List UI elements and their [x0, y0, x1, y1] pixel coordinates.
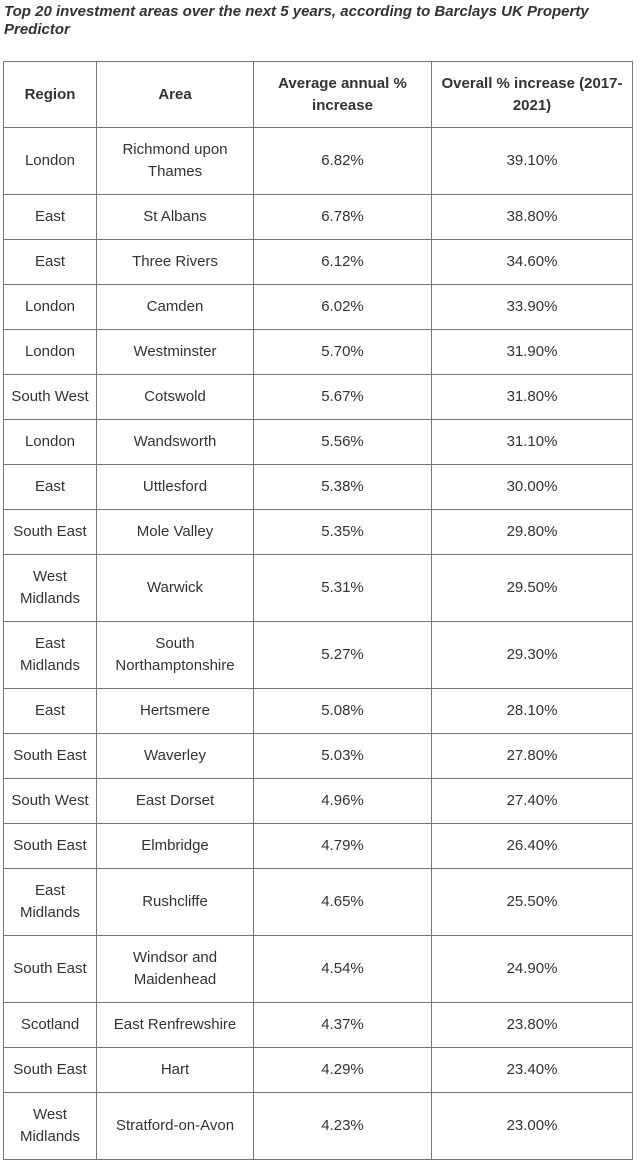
cell-area: Hertsmere [97, 689, 254, 734]
cell-overall-increase: 29.30% [432, 622, 633, 689]
cell-region: East [4, 195, 97, 240]
cell-overall-increase: 29.50% [432, 555, 633, 622]
cell-average-annual-increase: 6.78% [254, 195, 432, 240]
cell-area: St Albans [97, 195, 254, 240]
table-row [4, 869, 633, 936]
cell-overall-increase: 27.40% [432, 779, 633, 824]
cell-area: Hart [97, 1048, 254, 1093]
cell-average-annual-increase: 5.56% [254, 420, 432, 465]
cell-region: London [4, 420, 97, 465]
cell-area: Three Rivers [97, 240, 254, 285]
cell-average-annual-increase: 6.02% [254, 285, 432, 330]
cell-region: South East [4, 824, 97, 869]
cell-region: London [4, 128, 97, 195]
cell-region: South East [4, 936, 97, 1003]
cell-region: East [4, 689, 97, 734]
cell-average-annual-increase: 6.12% [254, 240, 432, 285]
cell-overall-increase: 29.80% [432, 510, 633, 555]
cell-area: Uttlesford [97, 465, 254, 510]
cell-average-annual-increase: 5.70% [254, 330, 432, 375]
cell-overall-increase: 28.10% [432, 689, 633, 734]
cell-overall-increase: 27.80% [432, 734, 633, 779]
table-row [4, 555, 633, 622]
cell-overall-increase: 24.90% [432, 936, 633, 1003]
table-header-row [4, 62, 633, 128]
cell-area: Windsor and Maidenhead [97, 936, 254, 1003]
column-header-average-annual-increase: Average annual % increase [254, 62, 432, 128]
table-row [4, 240, 633, 285]
cell-area: Waverley [97, 734, 254, 779]
cell-region: South East [4, 1048, 97, 1093]
table-row [4, 285, 633, 330]
cell-area: Wandsworth [97, 420, 254, 465]
cell-region: West Midlands [4, 555, 97, 622]
cell-region: East Midlands [4, 869, 97, 936]
column-header-region: Region [4, 62, 97, 128]
cell-average-annual-increase: 5.31% [254, 555, 432, 622]
cell-area: Westminster [97, 330, 254, 375]
cell-region: London [4, 330, 97, 375]
cell-overall-increase: 38.80% [432, 195, 633, 240]
cell-average-annual-increase: 5.67% [254, 375, 432, 420]
cell-region: East [4, 465, 97, 510]
column-header-overall-increase: Overall % increase (2017-2021) [432, 62, 633, 128]
page-title: Top 20 investment areas over the next 5 years, according to Barclays UK Property Predictor [4, 3, 589, 38]
cell-overall-increase: 26.40% [432, 824, 633, 869]
cell-overall-increase: 23.40% [432, 1048, 633, 1093]
cell-overall-increase: 33.90% [432, 285, 633, 330]
cell-region: South West [4, 375, 97, 420]
cell-region: South West [4, 779, 97, 824]
cell-overall-increase: 31.10% [432, 420, 633, 465]
cell-overall-increase: 31.90% [432, 330, 633, 375]
cell-area: East Dorset [97, 779, 254, 824]
cell-area: East Renfrewshire [97, 1003, 254, 1048]
cell-average-annual-increase: 4.29% [254, 1048, 432, 1093]
cell-average-annual-increase: 5.08% [254, 689, 432, 734]
investment-table [3, 61, 633, 1160]
cell-area: Richmond upon Thames [97, 128, 254, 195]
table-row [4, 936, 633, 1003]
cell-average-annual-increase: 6.82% [254, 128, 432, 195]
cell-average-annual-increase: 4.54% [254, 936, 432, 1003]
cell-overall-increase: 23.80% [432, 1003, 633, 1048]
cell-region: South East [4, 510, 97, 555]
table-row [4, 779, 633, 824]
cell-area: Cotswold [97, 375, 254, 420]
table-row [4, 420, 633, 465]
cell-area: Rushcliffe [97, 869, 254, 936]
cell-region: South East [4, 734, 97, 779]
cell-average-annual-increase: 5.35% [254, 510, 432, 555]
cell-overall-increase: 23.00% [432, 1093, 633, 1160]
cell-average-annual-increase: 4.65% [254, 869, 432, 936]
table-row [4, 622, 633, 689]
cell-average-annual-increase: 4.37% [254, 1003, 432, 1048]
column-header-area: Area [97, 62, 254, 128]
cell-region: East [4, 240, 97, 285]
cell-area: Warwick [97, 555, 254, 622]
cell-area: South Northamptonshire [97, 622, 254, 689]
cell-overall-increase: 30.00% [432, 465, 633, 510]
cell-region: Scotland [4, 1003, 97, 1048]
cell-average-annual-increase: 5.03% [254, 734, 432, 779]
cell-average-annual-increase: 4.23% [254, 1093, 432, 1160]
cell-area: Camden [97, 285, 254, 330]
cell-overall-increase: 25.50% [432, 869, 633, 936]
cell-region: London [4, 285, 97, 330]
table-row [4, 465, 633, 510]
cell-region: East Midlands [4, 622, 97, 689]
table-row [4, 195, 633, 240]
table-row [4, 734, 633, 779]
table-row [4, 824, 633, 869]
cell-region: West Midlands [4, 1093, 97, 1160]
table-row [4, 689, 633, 734]
cell-average-annual-increase: 5.38% [254, 465, 432, 510]
table-row [4, 1003, 633, 1048]
cell-overall-increase: 31.80% [432, 375, 633, 420]
table-body [4, 128, 633, 1160]
cell-average-annual-increase: 4.79% [254, 824, 432, 869]
cell-average-annual-increase: 4.96% [254, 779, 432, 824]
cell-overall-increase: 39.10% [432, 128, 633, 195]
cell-area: Mole Valley [97, 510, 254, 555]
table-row [4, 375, 633, 420]
table-row [4, 510, 633, 555]
cell-area: Elmbridge [97, 824, 254, 869]
table-row [4, 128, 633, 195]
table-row [4, 330, 633, 375]
cell-overall-increase: 34.60% [432, 240, 633, 285]
cell-average-annual-increase: 5.27% [254, 622, 432, 689]
table-row [4, 1093, 633, 1160]
cell-area: Stratford-on-Avon [97, 1093, 254, 1160]
table-row [4, 1048, 633, 1093]
